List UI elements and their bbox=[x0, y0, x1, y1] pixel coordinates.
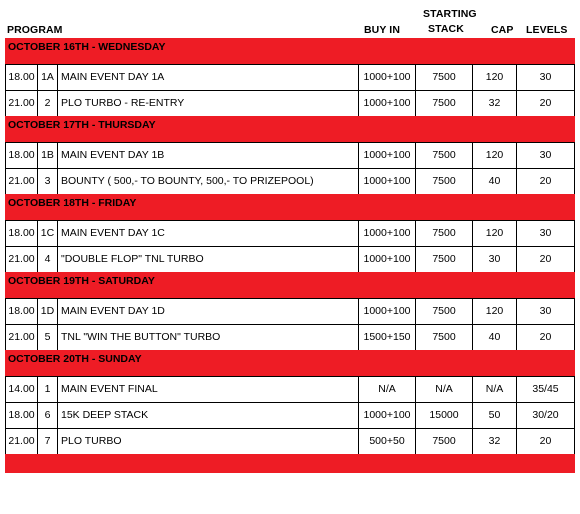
event-name: BOUNTY ( 500,- TO BOUNTY, 500,- TO PRIZEPOOL) bbox=[57, 169, 358, 194]
table-row bbox=[5, 221, 575, 247]
event-starting-stack: 7500 bbox=[415, 143, 472, 168]
event-cap: 40 bbox=[472, 325, 516, 350]
event-rows bbox=[5, 298, 575, 350]
event-buy-in: 1000+100 bbox=[358, 247, 415, 272]
event-levels: 20 bbox=[516, 247, 575, 272]
event-name: PLO TURBO - RE-ENTRY bbox=[57, 91, 358, 116]
stack-column-header: STACK bbox=[428, 23, 464, 35]
event-number: 1B bbox=[37, 143, 57, 168]
event-cap: 120 bbox=[472, 143, 516, 168]
day-section bbox=[5, 116, 575, 194]
table-row bbox=[5, 429, 575, 454]
event-number: 5 bbox=[37, 325, 57, 350]
day-spacer bbox=[5, 212, 575, 220]
event-buy-in: N/A bbox=[358, 377, 415, 402]
event-time: 18.00 bbox=[5, 403, 37, 428]
event-buy-in: 1000+100 bbox=[358, 221, 415, 246]
event-number: 1A bbox=[37, 65, 57, 90]
event-time: 21.00 bbox=[5, 429, 37, 454]
event-cap: 50 bbox=[472, 403, 516, 428]
event-levels: 20 bbox=[516, 91, 575, 116]
event-time: 21.00 bbox=[5, 91, 37, 116]
starting-column-header: STARTING bbox=[423, 8, 477, 20]
event-starting-stack: 7500 bbox=[415, 247, 472, 272]
event-levels: 30/20 bbox=[516, 403, 575, 428]
event-name: MAIN EVENT DAY 1C bbox=[57, 221, 358, 246]
event-number: 1 bbox=[37, 377, 57, 402]
event-time: 18.00 bbox=[5, 65, 37, 90]
table-row bbox=[5, 299, 575, 325]
event-rows bbox=[5, 64, 575, 116]
event-levels: 30 bbox=[516, 65, 575, 90]
event-rows bbox=[5, 220, 575, 272]
day-spacer bbox=[5, 56, 575, 64]
day-title: OCTOBER 20TH - SUNDAY bbox=[5, 350, 575, 368]
levels-column-header: LEVELS bbox=[526, 24, 568, 36]
event-cap: 120 bbox=[472, 299, 516, 324]
buy-in-column-header: BUY IN bbox=[364, 24, 400, 36]
event-name: MAIN EVENT DAY 1B bbox=[57, 143, 358, 168]
table-row bbox=[5, 91, 575, 116]
event-rows bbox=[5, 376, 575, 454]
day-title: OCTOBER 19TH - SATURDAY bbox=[5, 272, 575, 290]
day-title: OCTOBER 17TH - THURSDAY bbox=[5, 116, 575, 134]
event-name: MAIN EVENT DAY 1D bbox=[57, 299, 358, 324]
day-section bbox=[5, 38, 575, 116]
program-column-header: PROGRAM bbox=[7, 24, 63, 36]
event-name: TNL "WIN THE BUTTON" TURBO bbox=[57, 325, 358, 350]
table-row bbox=[5, 325, 575, 350]
event-name: PLO TURBO bbox=[57, 429, 358, 454]
event-time: 18.00 bbox=[5, 221, 37, 246]
event-time: 21.00 bbox=[5, 247, 37, 272]
event-name: "DOUBLE FLOP" TNL TURBO bbox=[57, 247, 358, 272]
event-buy-in: 1000+100 bbox=[358, 403, 415, 428]
event-starting-stack: 7500 bbox=[415, 429, 472, 454]
event-buy-in: 1000+100 bbox=[358, 143, 415, 168]
event-starting-stack: N/A bbox=[415, 377, 472, 402]
event-starting-stack: 7500 bbox=[415, 299, 472, 324]
event-buy-in: 1000+100 bbox=[358, 299, 415, 324]
event-cap: N/A bbox=[472, 377, 516, 402]
day-spacer bbox=[5, 368, 575, 376]
event-buy-in: 500+50 bbox=[358, 429, 415, 454]
table-row bbox=[5, 143, 575, 169]
event-cap: 30 bbox=[472, 247, 516, 272]
event-levels: 30 bbox=[516, 299, 575, 324]
event-number: 3 bbox=[37, 169, 57, 194]
event-levels: 20 bbox=[516, 325, 575, 350]
table-row bbox=[5, 65, 575, 91]
event-name: MAIN EVENT FINAL bbox=[57, 377, 358, 402]
cap-column-header: CAP bbox=[491, 24, 514, 36]
event-levels: 20 bbox=[516, 169, 575, 194]
event-starting-stack: 7500 bbox=[415, 325, 472, 350]
event-starting-stack: 7500 bbox=[415, 65, 472, 90]
table-row bbox=[5, 247, 575, 272]
event-time: 21.00 bbox=[5, 325, 37, 350]
event-number: 6 bbox=[37, 403, 57, 428]
event-number: 7 bbox=[37, 429, 57, 454]
day-section bbox=[5, 194, 575, 272]
event-starting-stack: 7500 bbox=[415, 221, 472, 246]
event-buy-in: 1500+150 bbox=[358, 325, 415, 350]
event-rows bbox=[5, 142, 575, 194]
event-starting-stack: 15000 bbox=[415, 403, 472, 428]
event-time: 18.00 bbox=[5, 299, 37, 324]
table-row bbox=[5, 403, 575, 429]
event-levels: 30 bbox=[516, 221, 575, 246]
event-name: MAIN EVENT DAY 1A bbox=[57, 65, 358, 90]
day-title: OCTOBER 16TH - WEDNESDAY bbox=[5, 38, 575, 56]
day-spacer bbox=[5, 134, 575, 142]
event-buy-in: 1000+100 bbox=[358, 91, 415, 116]
event-cap: 32 bbox=[472, 91, 516, 116]
event-number: 1C bbox=[37, 221, 57, 246]
table-row bbox=[5, 169, 575, 194]
event-cap: 40 bbox=[472, 169, 516, 194]
event-levels: 35/45 bbox=[516, 377, 575, 402]
day-spacer bbox=[5, 290, 575, 298]
event-number: 4 bbox=[37, 247, 57, 272]
event-levels: 30 bbox=[516, 143, 575, 168]
event-starting-stack: 7500 bbox=[415, 91, 472, 116]
event-time: 14.00 bbox=[5, 377, 37, 402]
event-cap: 32 bbox=[472, 429, 516, 454]
event-starting-stack: 7500 bbox=[415, 169, 472, 194]
event-time: 18.00 bbox=[5, 143, 37, 168]
event-buy-in: 1000+100 bbox=[358, 65, 415, 90]
event-time: 21.00 bbox=[5, 169, 37, 194]
days-container bbox=[5, 38, 575, 454]
event-number: 2 bbox=[37, 91, 57, 116]
event-cap: 120 bbox=[472, 221, 516, 246]
event-name: 15K DEEP STACK bbox=[57, 403, 358, 428]
day-title: OCTOBER 18TH - FRIDAY bbox=[5, 194, 575, 212]
event-levels: 20 bbox=[516, 429, 575, 454]
day-section bbox=[5, 272, 575, 350]
table-header bbox=[5, 0, 575, 38]
event-buy-in: 1000+100 bbox=[358, 169, 415, 194]
table-row bbox=[5, 377, 575, 403]
footer-bar bbox=[5, 454, 575, 473]
event-cap: 120 bbox=[472, 65, 516, 90]
event-number: 1D bbox=[37, 299, 57, 324]
day-section bbox=[5, 350, 575, 454]
schedule-table bbox=[5, 0, 575, 473]
